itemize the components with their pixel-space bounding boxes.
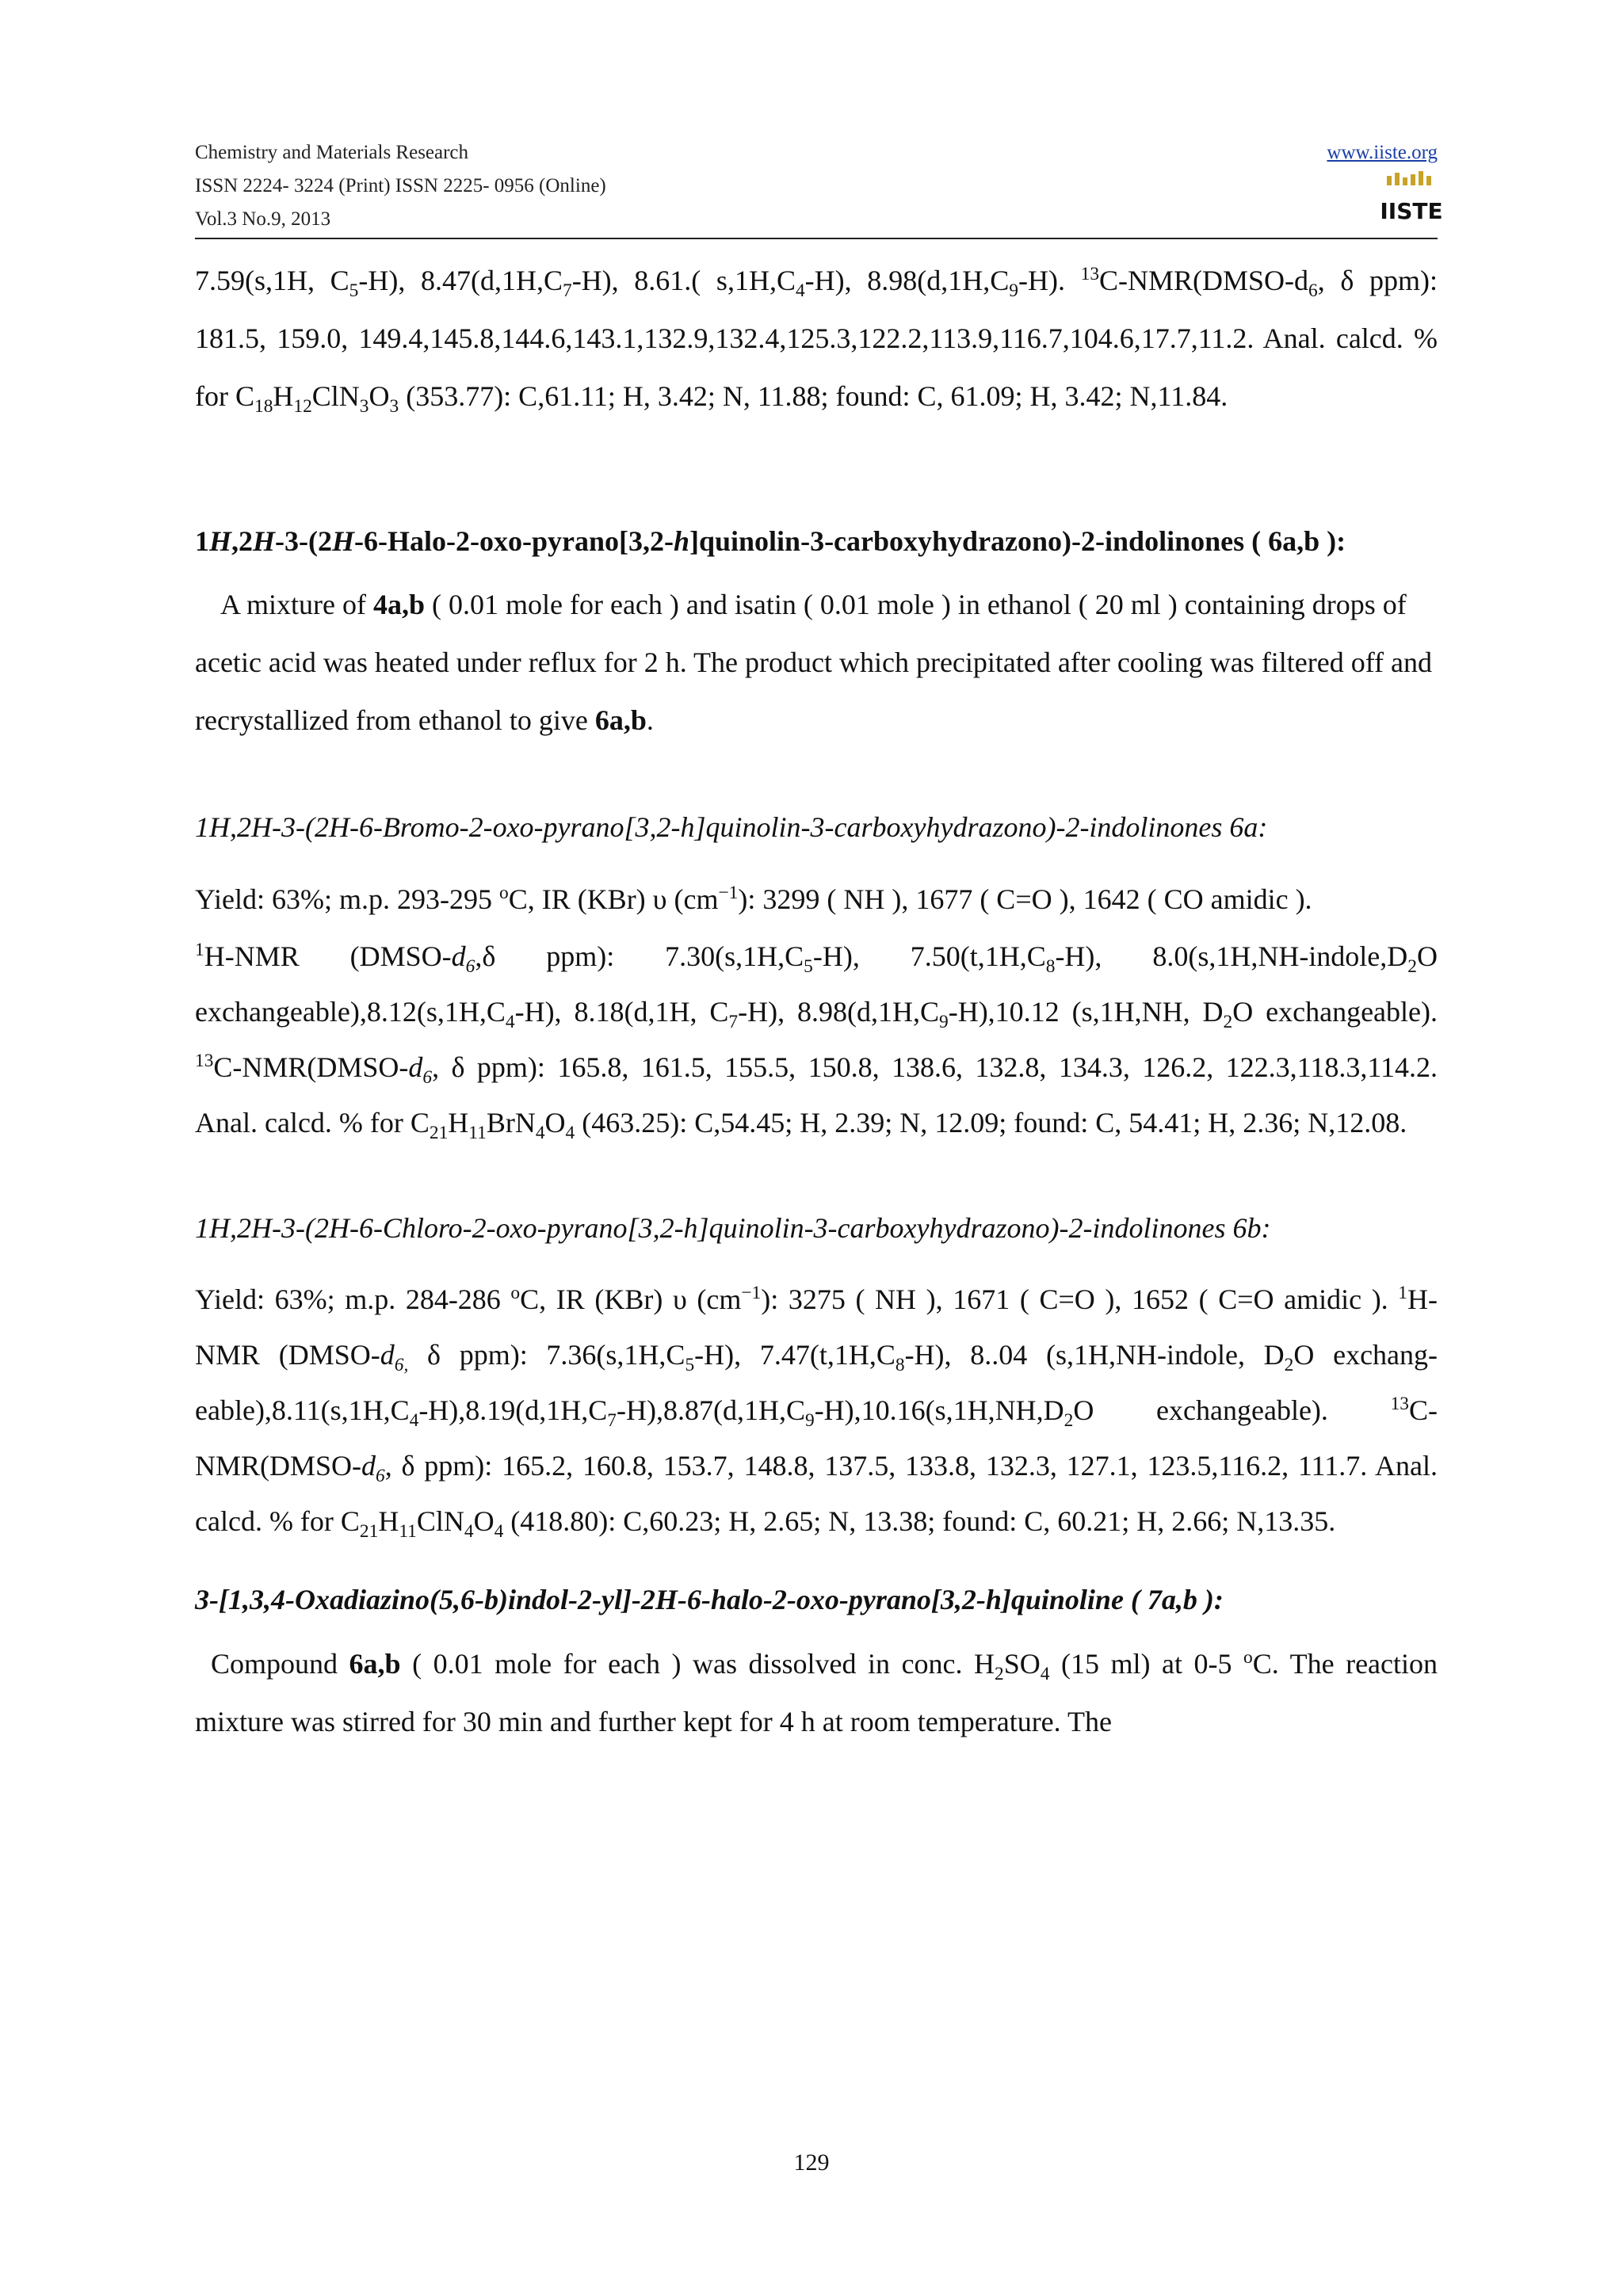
journal-header-right bbox=[1327, 136, 1443, 229]
section-heading-7ab: 3-[1,3,4-Oxadiazino(5,6-b)indol-2-yl]-2H-6-halo-2-oxo-pyrano[3,2-h]quinoline ( 7a,b ): bbox=[195, 1584, 1224, 1615]
data-paragraph-6a-nmr: $^1$H-NMR ($DMSO-d_6,\delta$ ppm): $7.30(s,1H,C_5-H)$, $7.50(t,1H,C_8-H)$, $8.0(s,1H,NH-indole,D_2O$ $exchangeable),8.12(s,1H,C_4-H)$, 8.18(d,1H, $C_7-H$), $8.98(d,1H,C_9-H),10.12$ (s,1H,NH, $D_2O$ exchangeable). $^{13}C-NMR(DMSO-d_6$, δ ppm): 165.8, 161.5, 155.5, 150.8, 138.6, 132.8, 134.3, 126.2, 122.3,118.3,114.2. Anal. calcd. % for $C_{21}H_{11}BrN_4O_4$ (463.25): C,54.45; H, 2.39; N, 12.09; found: C, 54.41; H, 2.36; N,12.08. bbox=[195, 940, 1438, 1144]
data-paragraph-6b: Yield: 63%; m.p. 284-286 $^o$C, IR (KBr) υ $(cm^{-1})$: 3275 ( NH ), 1671 ( C=O ), 1652 ( C=O amidic ). $^1$H- NMR ($DMSO-d_{6,}$ δ ppm): $7.36(s,1H,C_5-H)$, $7.47(t,1H,C_8-H)$, 8..04 (s,1H,NH-indole, $D_2O$ exchang-$eable),8.11(s,1H,C_4-H),8.19(d,1H,C_7-H),8.87(d,1H,C_9-H),10.16(s,1H,NH,D_2O$ exchangeable). $^{13}$C- $NMR(DMSO-d_6$, δ ppm): 165.2, 160.8, 153.7, 148.8, 137.5, 133.8, 132.3, 127.1, 123.5,116.2, 111.7. Anal. calcd. % for $C_{21}H_{11}ClN_4O_4$ (418.80): C,60.23; H, 2.65; N, 13.38; found: C, 60.21; H, 2.66; N,13.35. bbox=[195, 1283, 1438, 1543]
nmr-continuation-paragraph: 7.59(s,1H, $C_5-H$), $8.47(d,1H,C_7-H)$, 8.61.( $s,1H,C_4-H$), $8.98(d,1H,C_9-H)$. $^{13}C-NMR(DMSO-d_6$, δ ppm): 181.5, 159.0, 149.4,145.8,144.6,143.1,132.9,132.4,125.3,122.2,113.9,116.7,104.6,17.7,11.2. Anal. calcd. % for $C_{18}H_{12}ClN_3O_3$ (353.77): C,61.11; H, 3.42; N, 11.88; found: C, 61.09; H, 3.42; N,11.84. bbox=[195, 264, 1438, 418]
article-body bbox=[195, 252, 1438, 1751]
header-rule bbox=[195, 238, 1438, 239]
procedure-paragraph-7ab: Compound 6a,b ( 0.01 mole for each ) was dissolved in conc. $H_2SO_4$ (15 ml) at 0-5 $^o$C. The reaction mixture was stirred for 30 min and further kept for 4 h at room temperature. The bbox=[195, 1647, 1438, 1737]
journal-header bbox=[195, 136, 606, 236]
page-number: 129 bbox=[793, 2149, 830, 2176]
subheading-6b: 1H,2H-3-(2H-6-Chloro-2-oxo-pyrano[3,2-h]quinolin-3-carboxyhydrazono)-2-indolinones 6b: bbox=[195, 1212, 1271, 1244]
logo-text: IISTE bbox=[1380, 198, 1443, 224]
journal-volume: Vol.3 No.9, 2013 bbox=[195, 208, 331, 230]
journal-issn: ISSN 2224- 3224 (Print) ISSN 2225- 0956 (Online) bbox=[195, 175, 606, 196]
data-paragraph-6a-ir: Yield: 63%; m.p. 293-295 $^o$C, IR (KBr) υ $(cm^{-1})$: 3299 ( NH ), 1677 ( C=O ), 1642 ( CO amidic ). bbox=[195, 883, 1312, 915]
section-heading-6ab: 1H,2H-3-(2H-6-Halo-2-oxo-pyrano[3,2-h]quinolin-3-carboxyhydrazono)-2-indolinones ( 6a,b ): bbox=[195, 525, 1346, 557]
journal-url-link[interactable]: www.iiste.org bbox=[1327, 142, 1438, 163]
journal-title: Chemistry and Materials Research bbox=[195, 142, 469, 163]
subheading-6a: 1H,2H-3-(2H-6-Bromo-2-oxo-pyrano[3,2-h]quinolin-3-carboxyhydrazono)-2-indolinones 6a: bbox=[195, 811, 1268, 843]
iiste-logo-icon bbox=[1380, 171, 1443, 225]
procedure-paragraph-6ab: A mixture of 4a,b ( 0.01 mole for each ) and isatin ( 0.01 mole ) in ethanol ( 20 ml ) containing drops of acetic acid was heated under reflux for 2 h. The product which precipitated after cooling was filtered off and recrystallized from ethanol to give 6a,b. bbox=[195, 589, 1433, 736]
